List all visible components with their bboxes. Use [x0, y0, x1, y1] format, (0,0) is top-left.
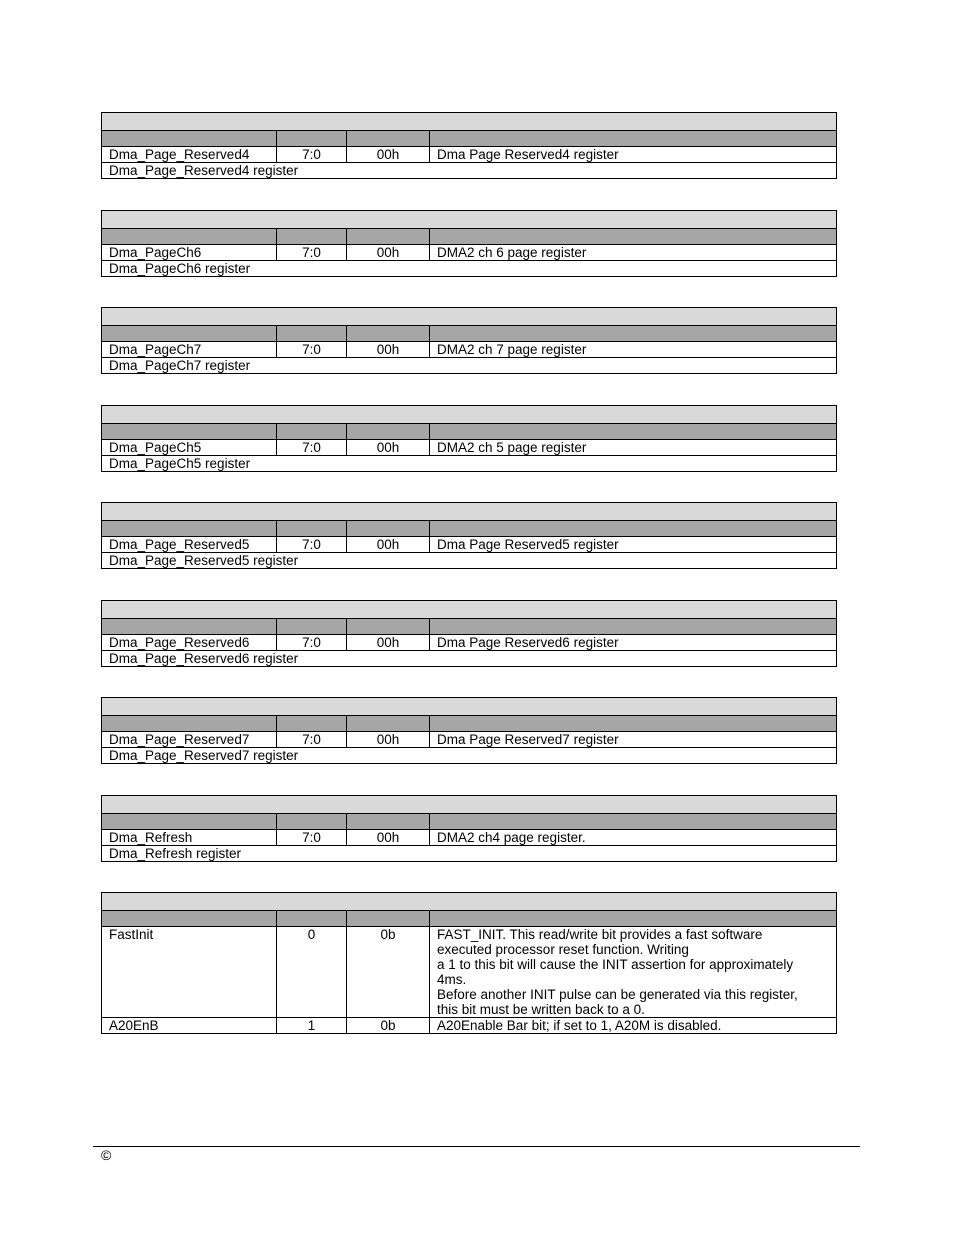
- field-description: DMA2 ch 7 page register: [430, 342, 837, 358]
- field-name: Dma_Page_Reserved5: [102, 537, 277, 553]
- table-row: [102, 537, 837, 553]
- register-note: Dma_Page_Reserved7 register: [102, 748, 837, 764]
- register-table: [101, 405, 837, 472]
- desc-line: Before another INIT pulse can be generated via this register,: [437, 987, 798, 1002]
- copyright-symbol: ©: [101, 1147, 112, 1163]
- field-name: Dma_Page_Reserved4: [102, 147, 277, 163]
- table-row: [102, 1018, 837, 1034]
- field-default: 00h: [347, 732, 430, 748]
- table-row: [102, 830, 837, 846]
- desc-line: a 1 to this bit will cause the INIT assertion for approximately: [437, 957, 794, 972]
- desc-line: this bit must be written back to a 0.: [437, 1002, 645, 1017]
- field-bits: 7:0: [277, 147, 347, 163]
- table-note-row: [102, 846, 837, 862]
- field-default: 00h: [347, 830, 430, 846]
- field-bits: 7:0: [277, 830, 347, 846]
- table-header-bar: [102, 326, 837, 342]
- field-name: Dma_PageCh7: [102, 342, 277, 358]
- field-default: 0b: [347, 927, 430, 1018]
- table-header-bar: [102, 814, 837, 830]
- table-header-bar: [102, 424, 837, 440]
- table-header-bar: [102, 619, 837, 635]
- table-title-bar: [102, 601, 837, 619]
- field-bits: 1: [277, 1018, 347, 1034]
- field-description: A20Enable Bar bit; if set to 1, A20M is disabled.: [430, 1018, 837, 1034]
- table-note-row: [102, 456, 837, 472]
- field-description: Dma Page Reserved4 register: [430, 147, 837, 163]
- field-bits: 0: [277, 927, 347, 1018]
- table-row: [102, 440, 837, 456]
- table-row: [102, 342, 837, 358]
- field-bits: 7:0: [277, 440, 347, 456]
- table-title-bar: [102, 113, 837, 131]
- field-default: 00h: [347, 245, 430, 261]
- table-row: [102, 732, 837, 748]
- table-row: [102, 635, 837, 651]
- register-table: [101, 600, 837, 667]
- field-bits: 7:0: [277, 342, 347, 358]
- table-header-bar: [102, 131, 837, 147]
- field-description: DMA2 ch 5 page register: [430, 440, 837, 456]
- table-row: [102, 245, 837, 261]
- table-header-bar: [102, 911, 837, 927]
- field-bits: 7:0: [277, 245, 347, 261]
- field-default: 00h: [347, 147, 430, 163]
- table-title-bar: [102, 211, 837, 229]
- field-description: Dma Page Reserved5 register: [430, 537, 837, 553]
- table-title-bar: [102, 796, 837, 814]
- field-default: 00h: [347, 440, 430, 456]
- table-title-bar: [102, 503, 837, 521]
- register-table: [101, 795, 837, 862]
- register-note: Dma_PageCh5 register: [102, 456, 837, 472]
- field-default: 0b: [347, 1018, 430, 1034]
- desc-line: 4ms.: [437, 972, 467, 987]
- table-title-bar: [102, 698, 837, 716]
- field-default: 00h: [347, 537, 430, 553]
- desc-line: FAST_INIT. This read/write bit provides a fast software: [437, 927, 763, 942]
- register-table: [101, 697, 837, 764]
- table-header-bar: [102, 229, 837, 245]
- field-default: 00h: [347, 635, 430, 651]
- field-description: Dma Page Reserved7 register: [430, 732, 837, 748]
- field-name: Dma_Refresh: [102, 830, 277, 846]
- register-table-port92: [101, 892, 837, 1034]
- table-note-row: [102, 553, 837, 569]
- footer-rule: [93, 1146, 860, 1147]
- register-note: Dma_PageCh7 register: [102, 358, 837, 374]
- field-name: Dma_Page_Reserved6: [102, 635, 277, 651]
- table-note-row: [102, 358, 837, 374]
- table-row: [102, 927, 837, 1018]
- register-table: [101, 210, 837, 277]
- register-table: [101, 307, 837, 374]
- field-name: Dma_PageCh6: [102, 245, 277, 261]
- field-description: DMA2 ch 6 page register: [430, 245, 837, 261]
- field-bits: 7:0: [277, 635, 347, 651]
- table-note-row: [102, 748, 837, 764]
- table-title-bar: [102, 406, 837, 424]
- register-note: Dma_Page_Reserved5 register: [102, 553, 837, 569]
- table-note-row: [102, 163, 837, 179]
- table-title-bar: [102, 308, 837, 326]
- table-note-row: [102, 261, 837, 277]
- register-note: Dma_Page_Reserved4 register: [102, 163, 837, 179]
- register-note: Dma_Page_Reserved6 register: [102, 651, 837, 667]
- field-name: FastInit: [102, 927, 277, 1018]
- field-name: A20EnB: [102, 1018, 277, 1034]
- field-name: Dma_PageCh5: [102, 440, 277, 456]
- field-default: 00h: [347, 342, 430, 358]
- table-header-bar: [102, 521, 837, 537]
- field-bits: 7:0: [277, 732, 347, 748]
- table-header-bar: [102, 716, 837, 732]
- table-title-bar: [102, 893, 837, 911]
- field-description: DMA2 ch4 page register.: [430, 830, 837, 846]
- field-bits: 7:0: [277, 537, 347, 553]
- field-description: [430, 927, 837, 1018]
- register-table: [101, 112, 837, 179]
- desc-line: executed processor reset function. Writing: [437, 942, 689, 957]
- register-note: Dma_Refresh register: [102, 846, 837, 862]
- field-description: Dma Page Reserved6 register: [430, 635, 837, 651]
- table-row: [102, 147, 837, 163]
- register-table: [101, 502, 837, 569]
- field-name: Dma_Page_Reserved7: [102, 732, 277, 748]
- register-note: Dma_PageCh6 register: [102, 261, 837, 277]
- table-note-row: [102, 651, 837, 667]
